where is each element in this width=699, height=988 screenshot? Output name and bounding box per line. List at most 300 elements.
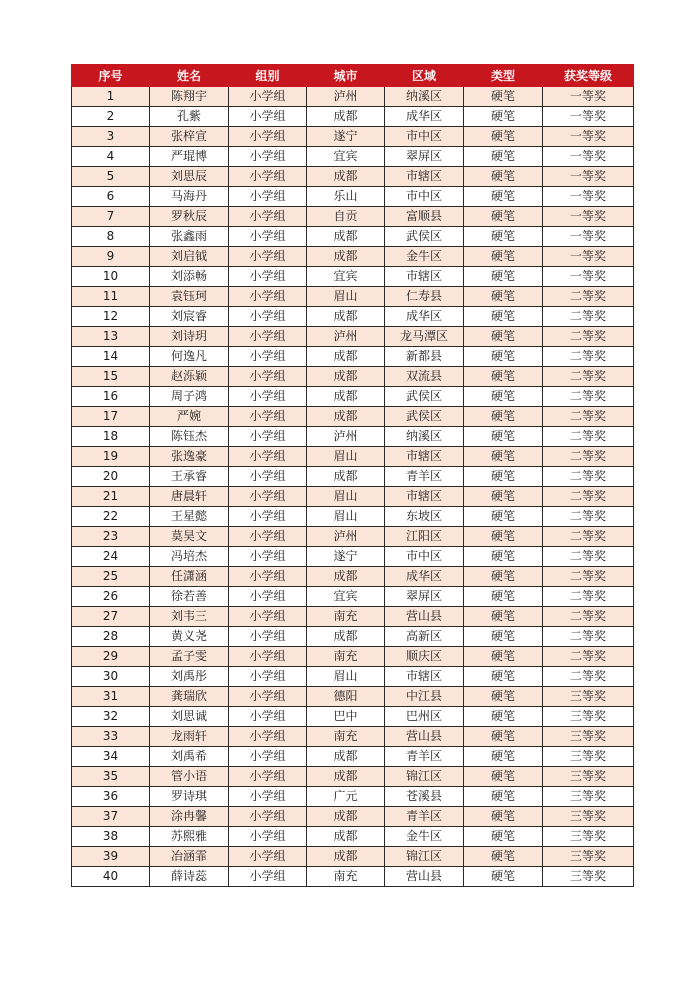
cell-type: 硬笔 bbox=[464, 387, 543, 407]
cell-city: 成都 bbox=[307, 347, 385, 367]
cell-name: 周子鸿 bbox=[150, 387, 229, 407]
table-row bbox=[72, 867, 634, 887]
table-row bbox=[72, 107, 634, 127]
table-row bbox=[72, 747, 634, 767]
cell-group: 小学组 bbox=[229, 427, 307, 447]
cell-name: 刘韦三 bbox=[150, 607, 229, 627]
cell-group: 小学组 bbox=[229, 527, 307, 547]
cell-name: 管小语 bbox=[150, 767, 229, 787]
cell-type: 硬笔 bbox=[464, 527, 543, 547]
cell-city: 成都 bbox=[307, 767, 385, 787]
cell-type: 硬笔 bbox=[464, 507, 543, 527]
cell-award-level: 三等奖 bbox=[543, 867, 634, 887]
cell-name: 何逸凡 bbox=[150, 347, 229, 367]
cell-district: 青羊区 bbox=[385, 467, 464, 487]
table-row bbox=[72, 787, 634, 807]
cell-district: 市中区 bbox=[385, 547, 464, 567]
cell-group: 小学组 bbox=[229, 787, 307, 807]
cell-type: 硬笔 bbox=[464, 227, 543, 247]
cell-group: 小学组 bbox=[229, 247, 307, 267]
cell-group: 小学组 bbox=[229, 767, 307, 787]
cell-index: 14 bbox=[72, 347, 150, 367]
cell-city: 成都 bbox=[307, 307, 385, 327]
cell-group: 小学组 bbox=[229, 707, 307, 727]
cell-index: 24 bbox=[72, 547, 150, 567]
cell-index: 11 bbox=[72, 287, 150, 307]
cell-award-level: 三等奖 bbox=[543, 727, 634, 747]
cell-name: 陈翔宇 bbox=[150, 87, 229, 107]
cell-city: 南充 bbox=[307, 867, 385, 887]
cell-name: 刘添畅 bbox=[150, 267, 229, 287]
cell-type: 硬笔 bbox=[464, 167, 543, 187]
table-row bbox=[72, 807, 634, 827]
cell-group: 小学组 bbox=[229, 147, 307, 167]
cell-name: 苏熙雅 bbox=[150, 827, 229, 847]
cell-index: 30 bbox=[72, 667, 150, 687]
cell-type: 硬笔 bbox=[464, 847, 543, 867]
cell-name: 黄义尧 bbox=[150, 627, 229, 647]
cell-type: 硬笔 bbox=[464, 367, 543, 387]
table-row bbox=[72, 447, 634, 467]
cell-name: 唐晨轩 bbox=[150, 487, 229, 507]
cell-award-level: 二等奖 bbox=[543, 347, 634, 367]
cell-index: 15 bbox=[72, 367, 150, 387]
table-row bbox=[72, 347, 634, 367]
cell-district: 青羊区 bbox=[385, 747, 464, 767]
cell-city: 成都 bbox=[307, 167, 385, 187]
cell-city: 成都 bbox=[307, 107, 385, 127]
table-row bbox=[72, 267, 634, 287]
cell-type: 硬笔 bbox=[464, 687, 543, 707]
cell-district: 市辖区 bbox=[385, 667, 464, 687]
cell-name: 冶涵霏 bbox=[150, 847, 229, 867]
cell-name: 赵泺颖 bbox=[150, 367, 229, 387]
table-row bbox=[72, 767, 634, 787]
cell-award-level: 一等奖 bbox=[543, 127, 634, 147]
table-row bbox=[72, 407, 634, 427]
cell-city: 眉山 bbox=[307, 447, 385, 467]
cell-district: 金牛区 bbox=[385, 247, 464, 267]
cell-index: 29 bbox=[72, 647, 150, 667]
cell-award-level: 二等奖 bbox=[543, 647, 634, 667]
table-body bbox=[72, 87, 634, 887]
cell-district: 市辖区 bbox=[385, 167, 464, 187]
cell-group: 小学组 bbox=[229, 167, 307, 187]
cell-award-level: 一等奖 bbox=[543, 187, 634, 207]
cell-type: 硬笔 bbox=[464, 707, 543, 727]
cell-award-level: 一等奖 bbox=[543, 207, 634, 227]
cell-award-level: 二等奖 bbox=[543, 307, 634, 327]
cell-city: 宜宾 bbox=[307, 267, 385, 287]
cell-index: 13 bbox=[72, 327, 150, 347]
cell-name: 徐若善 bbox=[150, 587, 229, 607]
cell-city: 成都 bbox=[307, 367, 385, 387]
cell-city: 泸州 bbox=[307, 327, 385, 347]
cell-index: 31 bbox=[72, 687, 150, 707]
cell-group: 小学组 bbox=[229, 287, 307, 307]
cell-name: 王星懿 bbox=[150, 507, 229, 527]
cell-type: 硬笔 bbox=[464, 267, 543, 287]
cell-type: 硬笔 bbox=[464, 767, 543, 787]
cell-district: 青羊区 bbox=[385, 807, 464, 827]
cell-district: 市辖区 bbox=[385, 267, 464, 287]
cell-group: 小学组 bbox=[229, 327, 307, 347]
cell-name: 袁钰珂 bbox=[150, 287, 229, 307]
cell-district: 营山县 bbox=[385, 867, 464, 887]
cell-award-level: 二等奖 bbox=[543, 567, 634, 587]
cell-type: 硬笔 bbox=[464, 547, 543, 567]
table-row bbox=[72, 647, 634, 667]
cell-award-level: 一等奖 bbox=[543, 107, 634, 127]
cell-index: 26 bbox=[72, 587, 150, 607]
cell-type: 硬笔 bbox=[464, 287, 543, 307]
cell-city: 遂宁 bbox=[307, 127, 385, 147]
cell-index: 38 bbox=[72, 827, 150, 847]
cell-index: 19 bbox=[72, 447, 150, 467]
cell-group: 小学组 bbox=[229, 387, 307, 407]
cell-award-level: 二等奖 bbox=[543, 607, 634, 627]
cell-name: 任潇涵 bbox=[150, 567, 229, 587]
cell-name: 王承睿 bbox=[150, 467, 229, 487]
cell-index: 40 bbox=[72, 867, 150, 887]
cell-district: 顺庆区 bbox=[385, 647, 464, 667]
header-row bbox=[72, 65, 634, 87]
cell-award-level: 二等奖 bbox=[543, 427, 634, 447]
cell-city: 宜宾 bbox=[307, 587, 385, 607]
cell-district: 市辖区 bbox=[385, 487, 464, 507]
cell-index: 9 bbox=[72, 247, 150, 267]
cell-city: 成都 bbox=[307, 247, 385, 267]
cell-district: 东坡区 bbox=[385, 507, 464, 527]
table-row bbox=[72, 567, 634, 587]
cell-group: 小学组 bbox=[229, 347, 307, 367]
cell-award-level: 二等奖 bbox=[543, 627, 634, 647]
cell-award-level: 二等奖 bbox=[543, 587, 634, 607]
cell-city: 南充 bbox=[307, 727, 385, 747]
cell-name: 孔紫 bbox=[150, 107, 229, 127]
cell-name: 严婉 bbox=[150, 407, 229, 427]
cell-type: 硬笔 bbox=[464, 747, 543, 767]
cell-type: 硬笔 bbox=[464, 467, 543, 487]
table-row bbox=[72, 227, 634, 247]
table-row bbox=[72, 187, 634, 207]
table-row bbox=[72, 327, 634, 347]
cell-city: 成都 bbox=[307, 387, 385, 407]
cell-index: 10 bbox=[72, 267, 150, 287]
cell-index: 20 bbox=[72, 467, 150, 487]
cell-group: 小学组 bbox=[229, 807, 307, 827]
cell-city: 南充 bbox=[307, 647, 385, 667]
cell-city: 南充 bbox=[307, 607, 385, 627]
table-row bbox=[72, 527, 634, 547]
cell-award-level: 一等奖 bbox=[543, 267, 634, 287]
cell-group: 小学组 bbox=[229, 487, 307, 507]
cell-district: 成华区 bbox=[385, 107, 464, 127]
cell-award-level: 二等奖 bbox=[543, 287, 634, 307]
cell-name: 张梓宣 bbox=[150, 127, 229, 147]
cell-city: 眉山 bbox=[307, 487, 385, 507]
cell-group: 小学组 bbox=[229, 227, 307, 247]
cell-district: 锦江区 bbox=[385, 767, 464, 787]
cell-group: 小学组 bbox=[229, 467, 307, 487]
table-row bbox=[72, 307, 634, 327]
table-row bbox=[72, 687, 634, 707]
table-row bbox=[72, 827, 634, 847]
cell-group: 小学组 bbox=[229, 727, 307, 747]
cell-type: 硬笔 bbox=[464, 127, 543, 147]
cell-name: 马海丹 bbox=[150, 187, 229, 207]
cell-type: 硬笔 bbox=[464, 627, 543, 647]
cell-type: 硬笔 bbox=[464, 347, 543, 367]
table-row bbox=[72, 847, 634, 867]
cell-group: 小学组 bbox=[229, 127, 307, 147]
cell-index: 3 bbox=[72, 127, 150, 147]
cell-award-level: 三等奖 bbox=[543, 747, 634, 767]
header-award-level: 获奖等级 bbox=[543, 65, 634, 87]
table-row bbox=[72, 87, 634, 107]
table-row bbox=[72, 627, 634, 647]
cell-city: 成都 bbox=[307, 407, 385, 427]
table-row bbox=[72, 247, 634, 267]
cell-district: 仁寿县 bbox=[385, 287, 464, 307]
cell-type: 硬笔 bbox=[464, 307, 543, 327]
cell-type: 硬笔 bbox=[464, 87, 543, 107]
cell-award-level: 二等奖 bbox=[543, 407, 634, 427]
cell-district: 纳溪区 bbox=[385, 87, 464, 107]
cell-district: 锦江区 bbox=[385, 847, 464, 867]
cell-district: 翠屏区 bbox=[385, 147, 464, 167]
cell-city: 乐山 bbox=[307, 187, 385, 207]
cell-city: 泸州 bbox=[307, 87, 385, 107]
cell-city: 成都 bbox=[307, 627, 385, 647]
table-row bbox=[72, 287, 634, 307]
cell-name: 陈钰杰 bbox=[150, 427, 229, 447]
header-district: 区域 bbox=[385, 65, 464, 87]
table-row bbox=[72, 467, 634, 487]
cell-name: 张逸豪 bbox=[150, 447, 229, 467]
cell-group: 小学组 bbox=[229, 867, 307, 887]
cell-name: 严琨博 bbox=[150, 147, 229, 167]
table-row bbox=[72, 387, 634, 407]
cell-award-level: 二等奖 bbox=[543, 547, 634, 567]
cell-city: 广元 bbox=[307, 787, 385, 807]
cell-group: 小学组 bbox=[229, 747, 307, 767]
cell-type: 硬笔 bbox=[464, 607, 543, 627]
cell-district: 武侯区 bbox=[385, 227, 464, 247]
cell-type: 硬笔 bbox=[464, 807, 543, 827]
cell-district: 武侯区 bbox=[385, 387, 464, 407]
cell-index: 5 bbox=[72, 167, 150, 187]
cell-name: 刘思辰 bbox=[150, 167, 229, 187]
cell-award-level: 三等奖 bbox=[543, 767, 634, 787]
cell-group: 小学组 bbox=[229, 547, 307, 567]
cell-group: 小学组 bbox=[229, 607, 307, 627]
cell-city: 德阳 bbox=[307, 687, 385, 707]
cell-district: 市辖区 bbox=[385, 447, 464, 467]
cell-district: 新都县 bbox=[385, 347, 464, 367]
table-row bbox=[72, 667, 634, 687]
cell-district: 富顺县 bbox=[385, 207, 464, 227]
cell-index: 28 bbox=[72, 627, 150, 647]
cell-group: 小学组 bbox=[229, 827, 307, 847]
cell-city: 成都 bbox=[307, 847, 385, 867]
cell-group: 小学组 bbox=[229, 587, 307, 607]
cell-group: 小学组 bbox=[229, 567, 307, 587]
cell-city: 泸州 bbox=[307, 527, 385, 547]
cell-index: 4 bbox=[72, 147, 150, 167]
cell-type: 硬笔 bbox=[464, 187, 543, 207]
cell-award-level: 一等奖 bbox=[543, 247, 634, 267]
cell-award-level: 三等奖 bbox=[543, 707, 634, 727]
cell-name: 刘禹彤 bbox=[150, 667, 229, 687]
cell-type: 硬笔 bbox=[464, 207, 543, 227]
cell-award-level: 三等奖 bbox=[543, 807, 634, 827]
cell-index: 27 bbox=[72, 607, 150, 627]
cell-index: 8 bbox=[72, 227, 150, 247]
cell-district: 江阳区 bbox=[385, 527, 464, 547]
cell-award-level: 一等奖 bbox=[543, 167, 634, 187]
cell-city: 巴中 bbox=[307, 707, 385, 727]
cell-district: 纳溪区 bbox=[385, 427, 464, 447]
table-row bbox=[72, 507, 634, 527]
table-row bbox=[72, 707, 634, 727]
cell-group: 小学组 bbox=[229, 667, 307, 687]
cell-district: 成华区 bbox=[385, 307, 464, 327]
cell-award-level: 二等奖 bbox=[543, 447, 634, 467]
cell-index: 37 bbox=[72, 807, 150, 827]
cell-type: 硬笔 bbox=[464, 647, 543, 667]
cell-award-level: 三等奖 bbox=[543, 787, 634, 807]
cell-name: 涂冉馨 bbox=[150, 807, 229, 827]
cell-name: 薛诗蕊 bbox=[150, 867, 229, 887]
cell-type: 硬笔 bbox=[464, 787, 543, 807]
cell-district: 成华区 bbox=[385, 567, 464, 587]
cell-index: 7 bbox=[72, 207, 150, 227]
cell-district: 中江县 bbox=[385, 687, 464, 707]
table-row bbox=[72, 167, 634, 187]
cell-city: 成都 bbox=[307, 747, 385, 767]
cell-award-level: 二等奖 bbox=[543, 527, 634, 547]
cell-district: 营山县 bbox=[385, 607, 464, 627]
cell-type: 硬笔 bbox=[464, 327, 543, 347]
cell-city: 眉山 bbox=[307, 667, 385, 687]
cell-index: 22 bbox=[72, 507, 150, 527]
cell-city: 泸州 bbox=[307, 427, 385, 447]
awards-table bbox=[71, 64, 634, 887]
cell-district: 高新区 bbox=[385, 627, 464, 647]
cell-index: 23 bbox=[72, 527, 150, 547]
cell-city: 宜宾 bbox=[307, 147, 385, 167]
header-index: 序号 bbox=[72, 65, 150, 87]
cell-district: 苍溪县 bbox=[385, 787, 464, 807]
cell-district: 营山县 bbox=[385, 727, 464, 747]
table-row bbox=[72, 147, 634, 167]
cell-district: 金牛区 bbox=[385, 827, 464, 847]
cell-city: 成都 bbox=[307, 827, 385, 847]
cell-name: 龚瑞欣 bbox=[150, 687, 229, 707]
cell-group: 小学组 bbox=[229, 307, 307, 327]
cell-group: 小学组 bbox=[229, 507, 307, 527]
cell-city: 眉山 bbox=[307, 507, 385, 527]
table-row bbox=[72, 127, 634, 147]
header-city: 城市 bbox=[307, 65, 385, 87]
cell-index: 6 bbox=[72, 187, 150, 207]
cell-district: 巴州区 bbox=[385, 707, 464, 727]
cell-group: 小学组 bbox=[229, 87, 307, 107]
cell-award-level: 一等奖 bbox=[543, 227, 634, 247]
cell-group: 小学组 bbox=[229, 847, 307, 867]
cell-index: 25 bbox=[72, 567, 150, 587]
cell-name: 罗秋辰 bbox=[150, 207, 229, 227]
cell-type: 硬笔 bbox=[464, 867, 543, 887]
cell-group: 小学组 bbox=[229, 107, 307, 127]
table-row bbox=[72, 587, 634, 607]
cell-district: 市中区 bbox=[385, 187, 464, 207]
cell-name: 刘思诚 bbox=[150, 707, 229, 727]
cell-award-level: 二等奖 bbox=[543, 387, 634, 407]
cell-type: 硬笔 bbox=[464, 447, 543, 467]
cell-name: 张鑫雨 bbox=[150, 227, 229, 247]
cell-city: 眉山 bbox=[307, 287, 385, 307]
cell-name: 罗诗琪 bbox=[150, 787, 229, 807]
cell-type: 硬笔 bbox=[464, 107, 543, 127]
table-row bbox=[72, 607, 634, 627]
table-row bbox=[72, 547, 634, 567]
header-type: 类型 bbox=[464, 65, 543, 87]
cell-award-level: 三等奖 bbox=[543, 847, 634, 867]
cell-type: 硬笔 bbox=[464, 247, 543, 267]
cell-group: 小学组 bbox=[229, 407, 307, 427]
cell-award-level: 二等奖 bbox=[543, 667, 634, 687]
cell-index: 16 bbox=[72, 387, 150, 407]
cell-name: 刘诗玥 bbox=[150, 327, 229, 347]
cell-award-level: 一等奖 bbox=[543, 147, 634, 167]
cell-index: 34 bbox=[72, 747, 150, 767]
cell-index: 17 bbox=[72, 407, 150, 427]
cell-group: 小学组 bbox=[229, 647, 307, 667]
cell-district: 武侯区 bbox=[385, 407, 464, 427]
cell-index: 36 bbox=[72, 787, 150, 807]
cell-index: 12 bbox=[72, 307, 150, 327]
cell-group: 小学组 bbox=[229, 207, 307, 227]
cell-group: 小学组 bbox=[229, 367, 307, 387]
cell-district: 市中区 bbox=[385, 127, 464, 147]
cell-index: 1 bbox=[72, 87, 150, 107]
cell-award-level: 一等奖 bbox=[543, 87, 634, 107]
cell-name: 莫昊文 bbox=[150, 527, 229, 547]
cell-type: 硬笔 bbox=[464, 827, 543, 847]
cell-index: 18 bbox=[72, 427, 150, 447]
header-name: 姓名 bbox=[150, 65, 229, 87]
cell-district: 翠屏区 bbox=[385, 587, 464, 607]
table-row bbox=[72, 427, 634, 447]
cell-name: 孟子雯 bbox=[150, 647, 229, 667]
cell-city: 自贡 bbox=[307, 207, 385, 227]
table-row bbox=[72, 487, 634, 507]
cell-district: 龙马潭区 bbox=[385, 327, 464, 347]
cell-award-level: 三等奖 bbox=[543, 827, 634, 847]
cell-award-level: 三等奖 bbox=[543, 687, 634, 707]
cell-type: 硬笔 bbox=[464, 587, 543, 607]
cell-index: 39 bbox=[72, 847, 150, 867]
cell-type: 硬笔 bbox=[464, 147, 543, 167]
cell-group: 小学组 bbox=[229, 267, 307, 287]
cell-index: 2 bbox=[72, 107, 150, 127]
cell-award-level: 二等奖 bbox=[543, 507, 634, 527]
header-group: 组别 bbox=[229, 65, 307, 87]
cell-name: 刘禹希 bbox=[150, 747, 229, 767]
cell-index: 21 bbox=[72, 487, 150, 507]
